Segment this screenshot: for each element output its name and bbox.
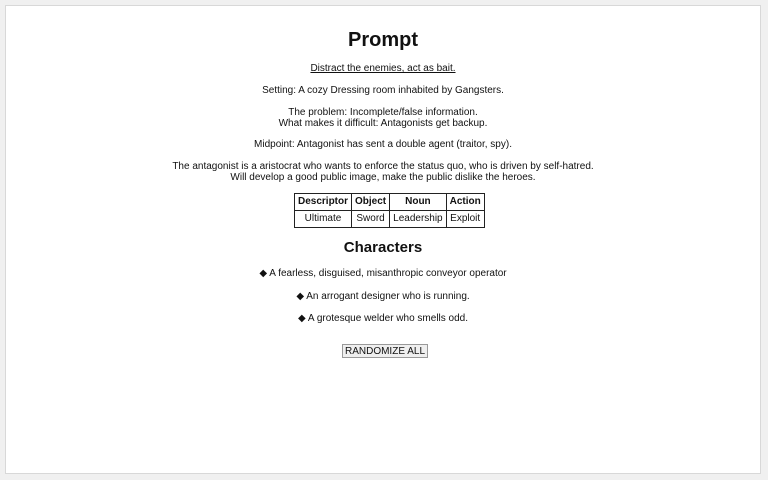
cell-noun: Leadership [390, 211, 446, 228]
problem-text: The problem: Incomplete/false information. [288, 107, 478, 118]
characters-list [6, 268, 760, 336]
header-descriptor: Descriptor [295, 194, 352, 211]
header-object: Object [352, 194, 390, 211]
cell-object: Sword [352, 211, 390, 228]
setting-text: Setting: A cozy Dressing room inhabited by Gangsters. [262, 85, 504, 96]
words-table [294, 193, 485, 228]
antagonist-line-1: The antagonist is a aristocrat who wants to enforce the status quo, who is driven by self-hatred. [172, 161, 594, 172]
problem-block [6, 107, 760, 129]
goal-text: Distract the enemies, act as bait. [310, 63, 456, 74]
midpoint-text: Midpoint: Antagonist has sent a double agent (traitor, spy). [254, 139, 512, 150]
diamond-icon: ◆ [297, 313, 306, 324]
table-row [295, 211, 485, 228]
header-action: Action [446, 194, 484, 211]
list-item: ◆ A grotesque welder who smells odd. [297, 313, 469, 324]
cell-action: Exploit [446, 211, 484, 228]
difficulty-text: What makes it difficult: Antagonists get backup. [278, 118, 488, 129]
list-item: ◆ A fearless, disguised, misanthropic conveyor operator [259, 268, 507, 279]
cell-descriptor: Ultimate [295, 211, 352, 228]
header-noun: Noun [390, 194, 446, 211]
list-item: ◆ An arrogant designer who is running. [296, 290, 470, 302]
diamond-icon: ◆ [259, 268, 268, 279]
antagonist-line-2: Will develop a good public image, make the public dislike the heroes. [230, 172, 536, 183]
prompt-title: Prompt [348, 29, 418, 51]
table-header-row [295, 194, 485, 211]
diamond-icon: ◆ [296, 290, 305, 302]
content-card [5, 5, 761, 474]
randomize-all-button[interactable]: RANDOMIZE ALL [342, 344, 428, 358]
antagonist-block [6, 161, 760, 183]
characters-title: Characters [343, 239, 423, 256]
